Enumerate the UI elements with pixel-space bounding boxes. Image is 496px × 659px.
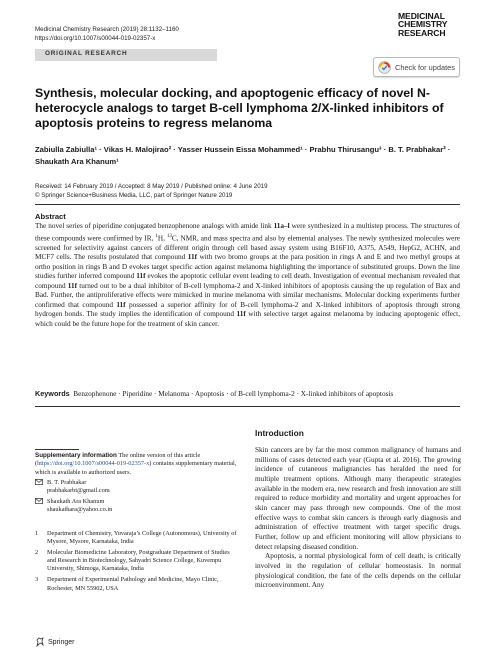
affiliations-block <box>35 530 240 596</box>
supplementary-link[interactable]: https://doi.org/10.1007/s00044-019-02357-x <box>37 460 150 468</box>
supplementary-label: Supplementary information <box>35 452 117 459</box>
isotope-superscript: 13 <box>166 233 172 239</box>
journal-citation: Medicinal Chemistry Research (2019) 28:1132–1160 <box>35 26 179 33</box>
compound-label: 11f <box>67 281 78 290</box>
check-updates-label: Check for updates <box>395 62 455 72</box>
article-history <box>35 182 460 200</box>
authors-line-2: Shaukath Ara Khanum¹ <box>35 156 119 166</box>
abstract-body <box>35 222 460 329</box>
isotope-superscript: 1 <box>155 233 158 239</box>
section-divider <box>35 406 460 407</box>
journal-logo-line-3: RESEARCH <box>398 27 446 38</box>
affiliation-text: Department of Experimental Pathology and Medicine, Mayo Clinic, Rochester, MN 55902, USA <box>47 576 219 592</box>
supplementary-text: ) contains supplementary material, which is available to authorized users. <box>35 460 237 476</box>
journal-logo <box>398 12 460 37</box>
affiliation-item <box>35 530 240 546</box>
correspondence-item <box>35 498 240 514</box>
envelope-icon <box>35 479 47 495</box>
abstract-text: H, <box>157 233 167 242</box>
envelope-icon <box>35 498 47 514</box>
abstract-text: evokes the apoptotic cellular event leading to cell death. Investigation of eventual mechanism revealed that compound <box>35 272 460 290</box>
compound-label: 11f <box>236 310 246 319</box>
author-list <box>35 144 460 167</box>
keywords-label: Keywords <box>35 389 70 398</box>
introduction-body <box>255 446 461 591</box>
supplementary-text: The online version of this article ( <box>35 452 201 468</box>
journal-logo-line-1: MEDICINAL <box>398 11 445 21</box>
correspondence-block <box>35 479 240 517</box>
check-updates-icon <box>378 61 391 74</box>
doi-link[interactable]: https://doi.org/10.1007/s00044-019-02357-x <box>35 35 156 42</box>
publisher-name: Springer <box>48 638 75 646</box>
paragraph: Apoptosis, a normal physiological form of cell death, is critically involved in the regulation of cellular homeostasis. In normal physiological condition, the fate of the cells depends on the cellular microenvironment. Any <box>255 552 461 590</box>
article-type-label: ORIGINAL RESEARCH <box>45 50 128 57</box>
article-type-badge <box>35 49 217 61</box>
abstract-text: were synthesized in a multistep process. The structures of these compounds were confirmed by IR, <box>35 222 460 242</box>
journal-logo-line-2: CHEMISTRY <box>398 19 448 30</box>
abstract-text: with selective target against melanoma by inducing apoptogenic effect, which could be the future hope for the treatment of skin cancer. <box>35 310 461 328</box>
publisher-footer <box>35 637 74 647</box>
authors-line-1: Zabiulla Zabiulla¹ · Vikas H. Malojirao² · Yasser Hussein Eissa Mohammed¹ · Prabhu Thirusangu³ · B. T. Prabhakar² · <box>35 145 451 154</box>
correspondent-email[interactable]: prabhakarbt@gmail.com <box>47 487 110 495</box>
compound-label: 11a–l <box>273 222 290 230</box>
article-title: Synthesis, molecular docking, and apoptogenic efficacy of novel N-heterocycle analogs to target B-cell lymphoma 2/X-linked inhibitors of apoptosis proteins to regress melanoma <box>35 86 444 130</box>
correspondent-email[interactable]: shaukathara@yahoo.co.in <box>47 506 113 514</box>
keywords <box>35 389 460 399</box>
compound-label: 11f <box>136 272 146 281</box>
abstract-heading: Abstract <box>35 212 66 221</box>
keywords-list: Benzophenone · Piperidine · Melanoma · Apoptosis · of B-cell lymphoma-2 · X-linked inhibitors of apoptosis <box>73 390 394 398</box>
correspondent-name: Shaukath Ara Khanum <box>47 498 105 506</box>
dates-line: Received: 14 February 2019 / Accepted: 8 May 2019 / Published online: 4 June 2019 <box>35 183 268 190</box>
correspondence-item <box>35 479 240 495</box>
affiliation-item <box>35 576 240 592</box>
paragraph: Skin cancers are by far the most common malignancy of humans and millions of cases detected each year (Gupta et al. 2016). The growing incidence of cutaneous malignancies has heralded the need for multiple treatment options. Although many therapeutic strategies available in the modern era, new research and fresh innovation are still required to reduce morbidity and mortality and urgent approaches for skin cancer may pass through new compounds. One of the most effective ways to combat skin cancers is through early diagnosis and administration of effective treatment with target specific drugs. Further, follow up and efficient monitoring will allow physicians to detect relapsing diseased condition. <box>255 446 461 551</box>
affiliation-text: Department of Chemistry, Yuvaraja’s College (Autonomous), University of Mysore, Mysore, Karnataka, India <box>47 530 237 546</box>
supplementary-info <box>35 452 240 477</box>
copyright-line: © Springer Science+Business Media, LLC, part of Springer Nature 2019 <box>35 192 233 199</box>
affiliation-text: Molecular Biomedicine Laboratory, Postgraduate Department of Studies and Research in Biotechnology, Sahyadri Science College, Kuvempu University, Shimoga, Karnataka, India <box>47 549 230 573</box>
footnote-divider <box>35 449 79 450</box>
affiliation-number: 1 <box>35 530 39 537</box>
correspondent-name: B. T. Prabhakar <box>47 479 87 486</box>
section-divider <box>35 204 460 205</box>
affiliation-item <box>35 549 240 573</box>
compound-label: 11f <box>116 300 126 309</box>
affiliation-number: 2 <box>35 549 39 557</box>
abstract-text: turned out to be a dual inhibitor of B-cell lymphoma-2 and X-linked inhibitors of apoptosis causing the up regulation of Bax and Bad. Further, the antiproliferative effects were mimicked in murine melanoma with similar mechanisms. Molecular docking experiments further confirmed that compound <box>35 281 460 309</box>
springer-horse-icon <box>35 637 45 647</box>
abstract-text: with two bromo groups at the para position in rings A and E and two methyl groups at ortho position in rings B and D evokes target specific action against melanoma highlighting the importance of substituted groups. Down the line studies further inferred compound <box>35 253 460 281</box>
abstract-text: The novel series of piperidine conjugated benzophenone analogs with amide link <box>35 222 274 230</box>
compound-label: 11f <box>187 253 198 262</box>
introduction-heading: Introduction <box>255 428 304 438</box>
affiliation-number: 3 <box>35 576 39 584</box>
abstract-text: C, NMR, and mass spectra and also by elemental analyses. The newly synthesized molecules were screened for selectivity against cancers of different origin through cell based assay system using B16F10, A375, A549, HepG2, ACHN, and MCF7 cells. The results postulated that compound <box>35 233 460 262</box>
check-for-updates-button[interactable] <box>373 57 460 77</box>
abstract-text: possessed a superior affinity for of B-cell lymphoma-2 and X-linked inhibitors of apoptosis through strong hydrogen bonds. The study implies the identification of compound <box>35 300 460 319</box>
